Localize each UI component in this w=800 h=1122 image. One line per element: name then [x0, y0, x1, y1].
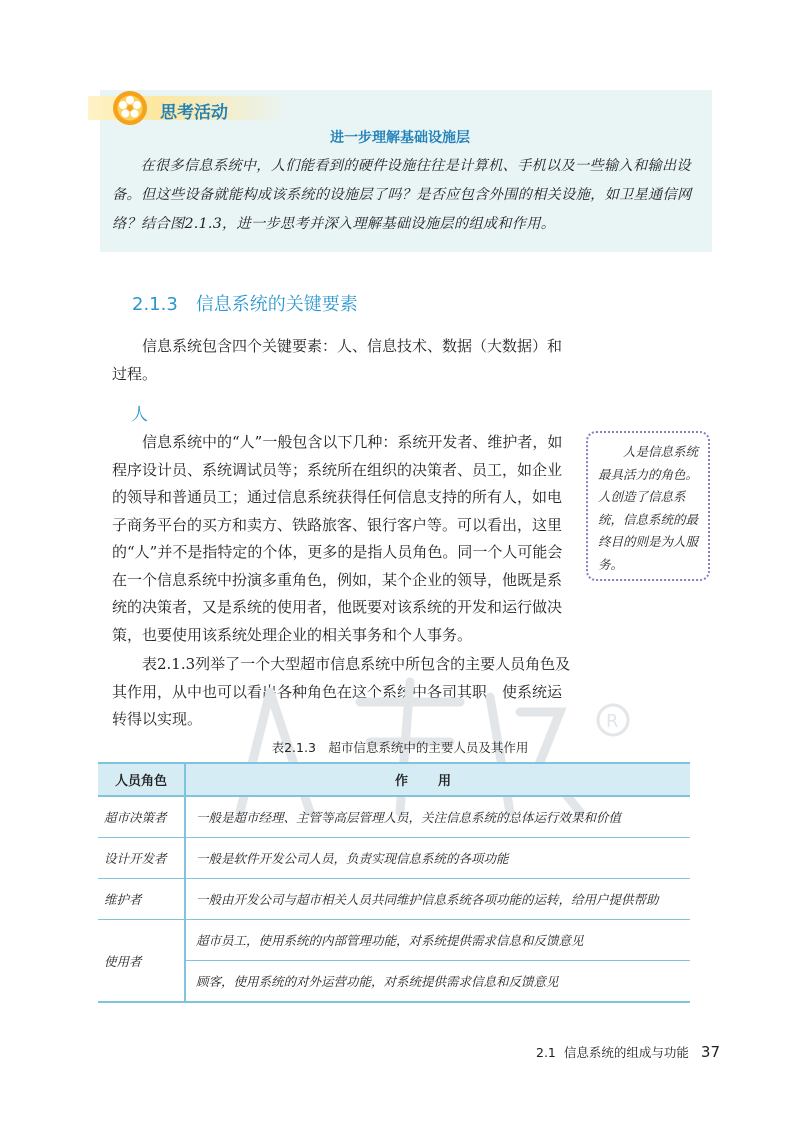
table-row	[98, 838, 690, 879]
people-paragraph: 信息系统中的“人”一般包含以下几种：系统开发者、维护者，如程序设计员、系统调试员等；系统所在组织的决策者、员工，如企业的领导和普通员工；通过信息系统获得任何信息支持的所有人，如电子商务平台的买方和卖方、铁路旅客、银行客户等。可以看出，这里的“人”并不是指特定的个体，更多的是指人员角色。同一个人可能会在一个信息系统中扮演多重角色，例如，某个企业的领导，他既是系统的决策者，又是系统的使用者，他既要对该系统的开发和运行做决策，也要使用该系统处理企业的相关事务和个人事务。	[112, 433, 563, 644]
section-number: 2.1.3	[132, 294, 178, 315]
activity-body: 在很多信息系统中，人们能看到的硬件设施往往是计算机、手机以及一些输入和输出设备。但这些设备就能构成该系统的设施层了吗？是否应包含外围的相关设施，如卫星通信网络？结合图2.1.3，进一步思考并深入理解基础设施层的组成和作用。	[112, 158, 692, 232]
intro-paragraph: 信息系统包含四个关键要素：人、信息技术、数据（大数据）和过程。	[112, 337, 563, 383]
function-cell: 一般是软件开发公司人员，负责实现信息系统的各项功能	[185, 838, 690, 879]
footer-chapter-title: 信息系统的组成与功能	[563, 1045, 689, 1060]
function-cell: 超市员工，使用系统的内部管理功能，对系统提供需求信息和反馈意见	[185, 920, 690, 961]
roles-table	[98, 762, 690, 1003]
header-role: 人员角色	[98, 763, 185, 796]
header-function: 作用	[185, 763, 690, 796]
activity-label: 思考活动	[160, 103, 228, 123]
role-cell: 使用者	[98, 920, 185, 1003]
function-cell: 一般是超市经理、主管等高层管理人员，关注信息系统的总体运行效果和价值	[185, 796, 690, 838]
footer-chapter-number: 2.1	[536, 1045, 556, 1060]
role-cell: 超市决策者	[98, 796, 185, 838]
function-cell: 顾客，使用系统的对外运营功能，对系统提供需求信息和反馈意见	[185, 961, 690, 1003]
table-row	[98, 961, 690, 1003]
table-row	[98, 920, 690, 961]
table-row	[98, 879, 690, 920]
section-heading	[132, 290, 358, 316]
people-heading: 人	[131, 405, 148, 425]
table-caption: 表2.1.3 超市信息系统中的主要人员及其作用	[271, 740, 529, 755]
role-cell: 维护者	[98, 879, 185, 920]
page-footer	[536, 1043, 720, 1061]
table-header-row	[98, 763, 690, 796]
table-intro-paragraph: 表2.1.3列举了一个大型超市信息系统中所包含的主要人员角色及其作用，从中也可以看出各种角色在这个系统中各司其职，使系统运转得以实现。	[112, 655, 571, 728]
activity-subtitle: 进一步理解基础设施层	[330, 130, 470, 146]
role-cell: 设计开发者	[98, 838, 185, 879]
page-number: 37	[700, 1043, 720, 1061]
table-row	[98, 796, 690, 838]
section-title: 信息系统的关键要素	[195, 294, 358, 315]
activity-flower-icon	[112, 90, 148, 126]
function-cell: 一般由开发公司与超市相关人员共同维护信息系统各项功能的运转，给用户提供帮助	[185, 879, 690, 920]
svg-text:R: R	[606, 711, 619, 732]
side-note: 人是信息系统最具活力的角色。人创造了信息系统，信息系统的最终目的则是为人服务。	[586, 431, 710, 581]
